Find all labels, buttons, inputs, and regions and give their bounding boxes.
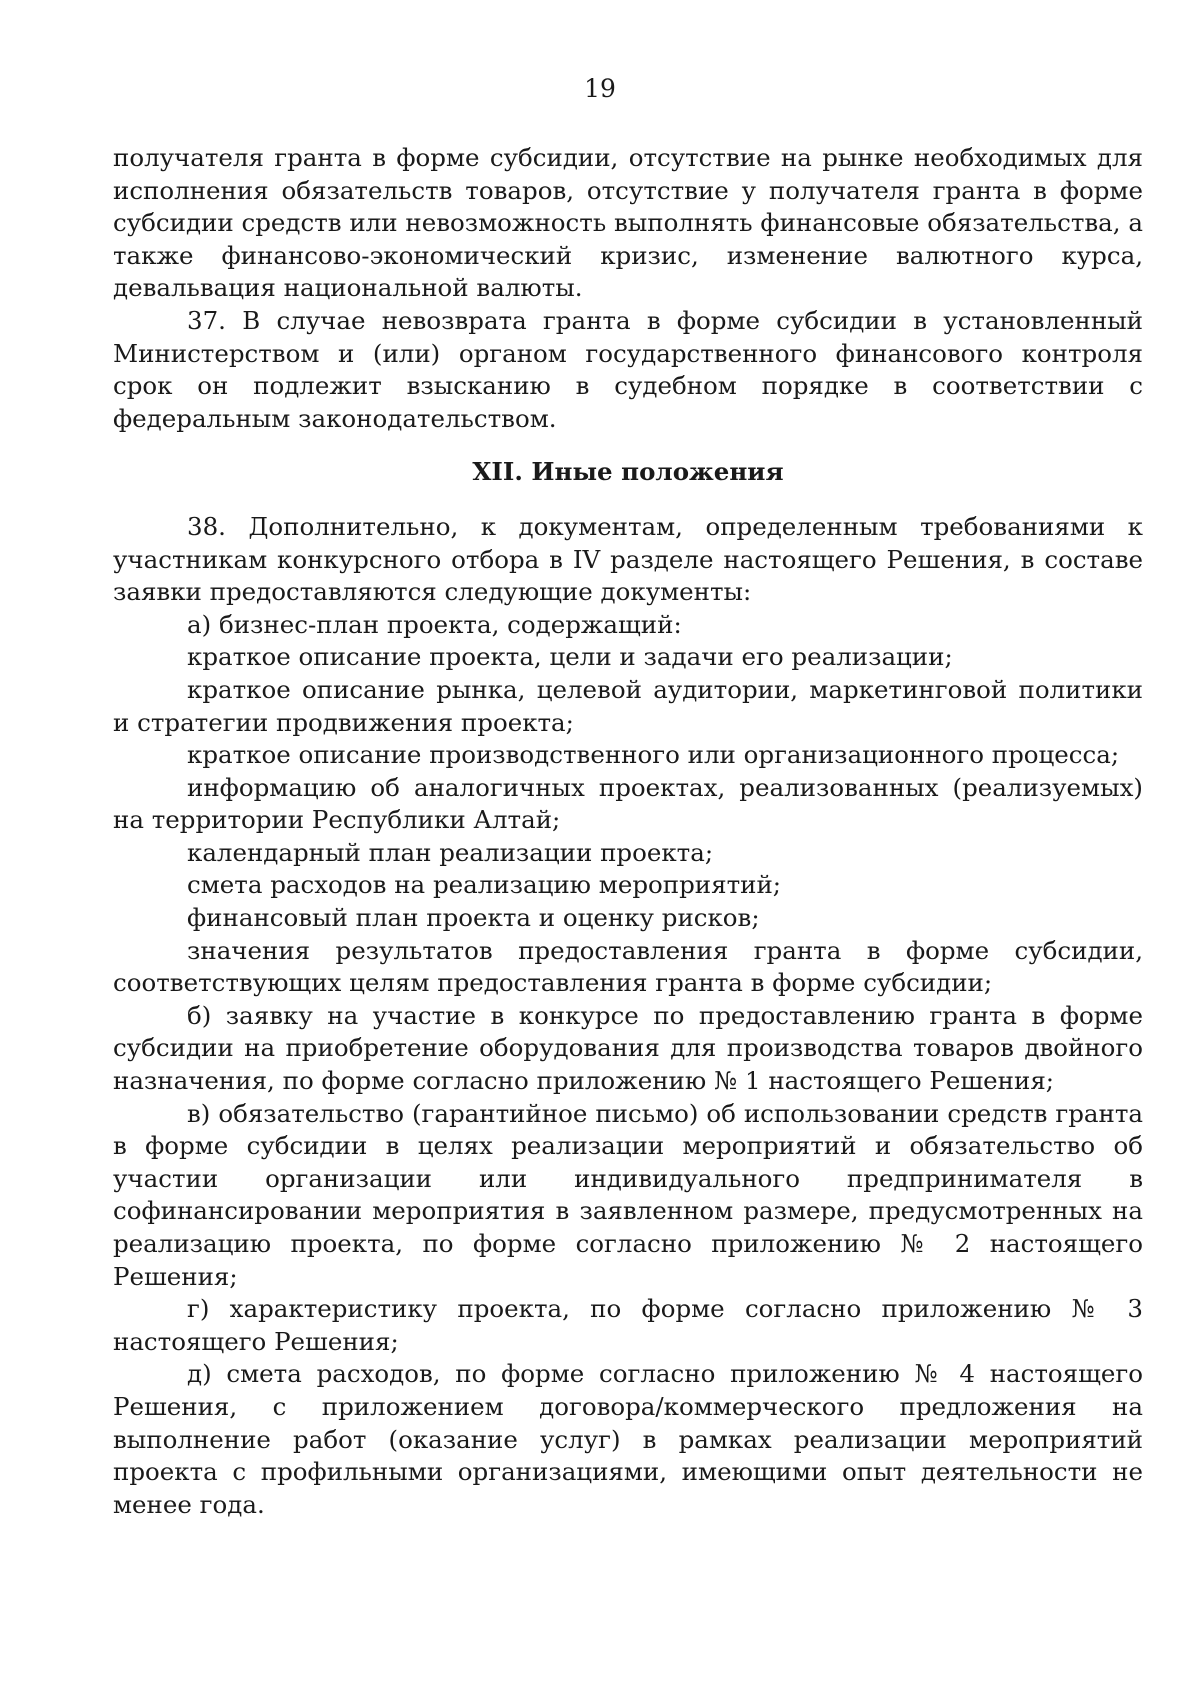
- paragraph-subitem-a: а) бизнес-план проекта, содержащий:: [187, 609, 682, 639]
- paragraph-item-38: 38. Дополнительно, к документам, определенным требованиями к участникам конкурсного отбора в IV разделе настоящего Решения, в составе заявки предоставляются следующие документы:: [113, 511, 1143, 607]
- paragraph-continuation: получателя гранта в форме субсидии, отсутствие на рынке необходимых для исполнения обязательств товаров, отсутствие у получателя гранта в форме субсидии средств или невозможность выполнять финансовые обязательства, а также финансово-экономический кризис, изменение валютного курса, девальвация национальной валюты.: [113, 143, 1143, 303]
- paragraph-item-37: 37. В случае невозврата гранта в форме субсидии в установленный Министерством и (или) органом государственного финансового контроля срок он подлежит взысканию в судебном порядке в соответствии с федеральным законодательством.: [113, 305, 1143, 433]
- paragraph-bullet: краткое описание проекта, цели и задачи его реализации;: [187, 642, 953, 672]
- paragraph-bullet: смета расходов на реализацию мероприятий;: [187, 870, 782, 900]
- paragraph-bullet: краткое описание производственного или организационного процесса;: [187, 740, 1120, 770]
- paragraph-bullet: календарный план реализации проекта;: [187, 837, 714, 867]
- paragraph-subitem-v: в) обязательство (гарантийное письмо) об использовании средств гранта в форме субсидии в целях реализации мероприятий и обязательство об участии организации или индивидуального предпринимателя в софинансировании мероприятия в заявленном размере, предусмотренных на реализацию проекта, по форме согласно приложению № 2 настоящего Решения;: [113, 1098, 1143, 1291]
- paragraph-subitem-d: д) смета расходов, по форме согласно приложению № 4 настоящего Решения, с приложением договора/коммерческого предложения на выполнение работ (оказание услуг) в рамках реализации мероприятий проекта с профильными организациями, имеющими опыт деятельности не менее года.: [113, 1359, 1143, 1519]
- paragraph-bullet: информацию об аналогичных проектах, реализованных (реализуемых) на территории Республики Алтай;: [113, 772, 1143, 835]
- paragraph-subitem-b: б) заявку на участие в конкурсе по предоставлению гранта в форме субсидии на приобретение оборудования для производства товаров двойного назначения, по форме согласно приложению № 1 настоящего Решения;: [113, 1000, 1143, 1096]
- paragraph-bullet: краткое описание рынка, целевой аудитории, маркетинговой политики и стратегии продвижения проекта;: [113, 674, 1143, 737]
- paragraph-bullet: финансовый план проекта и оценку рисков;: [187, 903, 760, 933]
- paragraph-bullet: значения результатов предоставления гранта в форме субсидии, соответствующих целям предоставления гранта в форме субсидии;: [113, 935, 1143, 998]
- section-heading: XII. Иные положения: [472, 457, 784, 487]
- document-body: [113, 142, 1143, 1521]
- page-number: 19: [584, 74, 616, 103]
- paragraph-subitem-g: г) характеристику проекта, по форме согласно приложению № 3 настоящего Решения;: [113, 1294, 1143, 1356]
